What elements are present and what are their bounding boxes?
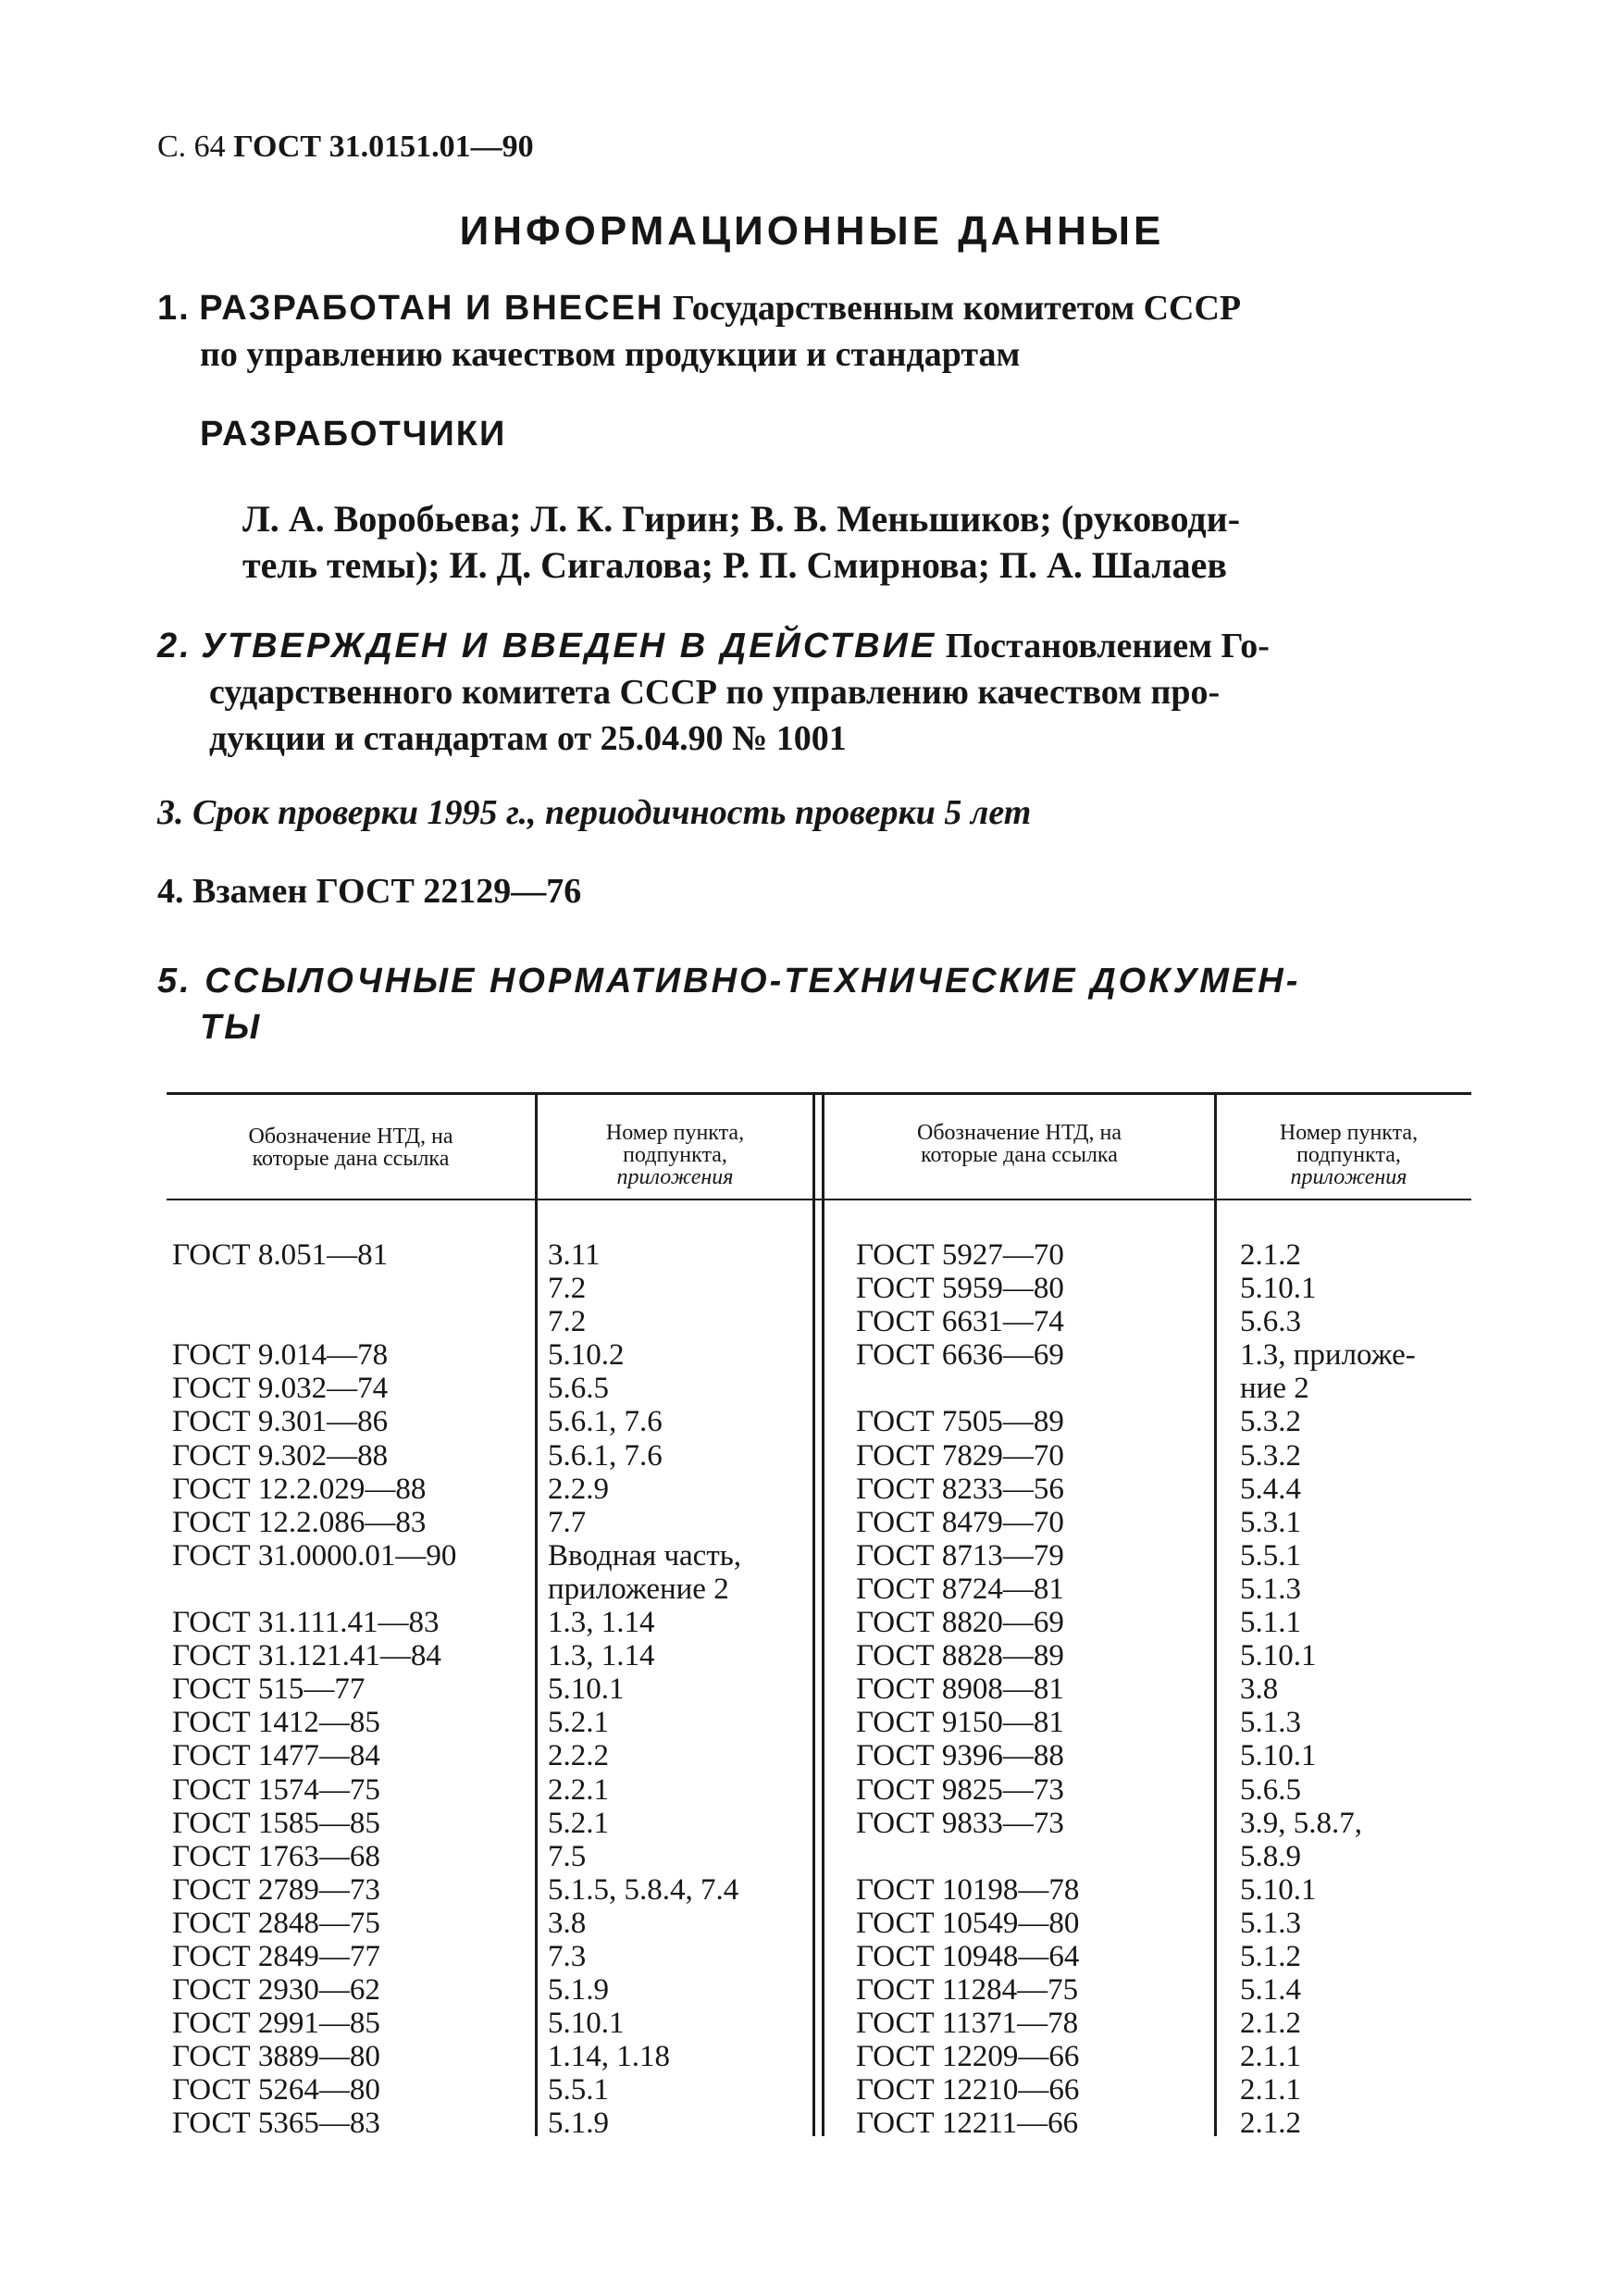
ref-item-cell: 3.11 (548, 1238, 601, 1272)
ref-item-cell: 5.3.1 (1240, 1505, 1301, 1539)
ref-doc-cell: ГОСТ 8828—89 (856, 1639, 1064, 1673)
ref-item-cell: 1.3, приложе- (1240, 1338, 1416, 1373)
ref-item-cell: 5.6.5 (1240, 1772, 1301, 1807)
ref-item-cell: 5.1.9 (548, 2107, 609, 2141)
ref-doc-cell: ГОСТ 5264—80 (172, 2073, 380, 2107)
ref-item-cell: 7.7 (548, 1505, 587, 1539)
table-divider-2b (822, 1095, 824, 2136)
ref-doc-cell: ГОСТ 8908—81 (856, 1672, 1064, 1707)
ref-item-cell: 5.6.1, 7.6 (548, 1438, 663, 1473)
item-2-text-cont-1: сударственного комитета СССР по управлению качеством про- (209, 673, 1221, 712)
ref-item-cell: 5.8.9 (1240, 1839, 1301, 1873)
item-2-lead: УТВЕРЖДЕН И ВВЕДЕН В ДЕЙСТВИЕ (201, 627, 937, 665)
ref-doc-cell: ГОСТ 8724—81 (856, 1572, 1064, 1606)
ref-doc-cell: ГОСТ 5959—80 (856, 1272, 1064, 1306)
ref-item-cell: 7.3 (548, 1939, 587, 1973)
ref-item-cell: 5.1.2 (1240, 1939, 1301, 1973)
ref-item-cell: 2.1.1 (1240, 2040, 1301, 2074)
ref-item-cell: 5.1.3 (1240, 1706, 1301, 1740)
developers-list (242, 496, 1240, 589)
header-doc-right: Обозначение НТД, на которые дана ссылка (917, 1121, 1122, 1167)
ref-doc-cell: ГОСТ 11284—75 (856, 1973, 1079, 2008)
ref-doc-cell: ГОСТ 9.301—86 (172, 1405, 389, 1439)
ref-item-cell: 5.2.1 (548, 1806, 609, 1840)
ref-doc-cell: ГОСТ 12211—66 (856, 2107, 1079, 2141)
ref-doc-cell: ГОСТ 2991—85 (172, 2007, 380, 2041)
developers-line-2: тель темы); И. Д. Сигалова; Р. П. Смирнова; П. А. Шалаев (242, 544, 1227, 586)
ref-doc-cell: ГОСТ 31.0000.01—90 (172, 1538, 457, 1573)
ref-item-cell: 1.3, 1.14 (548, 1606, 655, 1640)
page-number: С. 64 (157, 130, 226, 164)
ref-doc-cell: ГОСТ 10198—78 (856, 1872, 1080, 1907)
item-1 (157, 285, 1241, 378)
ref-doc-cell: ГОСТ 8479—70 (856, 1505, 1064, 1539)
ref-item-cell: 5.1.9 (548, 1973, 609, 2008)
ref-doc-cell (172, 1573, 456, 1606)
ref-doc-cell: ГОСТ 9825—73 (856, 1772, 1064, 1807)
table-header-rule (167, 1199, 1471, 1200)
ref-doc-cell: ГОСТ 5927—70 (856, 1238, 1064, 1272)
left-doc-column (172, 1238, 456, 2141)
ref-doc-cell: ГОСТ 6631—74 (856, 1305, 1064, 1339)
ref-item-cell: 1.14, 1.18 (548, 2040, 670, 2074)
left-item-column (548, 1238, 741, 2141)
ref-doc-cell (172, 1272, 456, 1305)
item-4: 4. Взамен ГОСТ 22129—76 (157, 872, 582, 911)
ref-doc-cell: ГОСТ 5365—83 (172, 2107, 380, 2141)
item-1-number: 1. (157, 289, 191, 328)
ref-item-cell: 5.1.5, 5.8.4, 7.4 (548, 1872, 739, 1907)
ref-item-cell: 2.1.1 (1240, 2073, 1301, 2107)
ref-item-cell: 5.6.3 (1240, 1305, 1301, 1339)
table-divider-3 (1214, 1095, 1217, 2136)
ref-item-cell: 2.1.2 (1240, 2107, 1301, 2141)
ref-item-cell: 3.8 (1240, 1672, 1279, 1707)
ref-doc-cell: ГОСТ 1574—75 (172, 1772, 380, 1807)
ref-item-cell: 7.2 (548, 1305, 587, 1339)
ref-doc-cell: ГОСТ 3889—80 (172, 2040, 380, 2074)
ref-item-cell: 5.10.2 (548, 1338, 625, 1373)
ref-doc-cell: ГОСТ 1585—85 (172, 1806, 380, 1840)
item-1-text-cont: по управлению качеством продукции и стандартам (200, 335, 1021, 374)
ref-item-cell: 5.5.1 (1240, 1538, 1301, 1573)
developers-heading: РАЗРАБОТЧИКИ (200, 415, 507, 454)
ref-doc-cell: ГОСТ 8713—79 (856, 1538, 1064, 1573)
ref-doc-cell: ГОСТ 2849—77 (172, 1939, 380, 1973)
ref-doc-cell: ГОСТ 2848—75 (172, 1906, 380, 1940)
item-2-text-cont-2: дукции и стандартам от 25.04.90 № 1001 (209, 719, 847, 758)
ref-doc-cell: ГОСТ 12210—66 (856, 2073, 1080, 2107)
ref-doc-cell: ГОСТ 8.051—81 (172, 1238, 389, 1272)
ref-item-cell: 5.1.4 (1240, 1973, 1301, 2008)
item-5-line-1: 5. ССЫЛОЧНЫЕ НОРМАТИВНО-ТЕХНИЧЕСКИЕ ДОКУМЕН- (157, 962, 1301, 1001)
ref-item-cell: 5.3.2 (1240, 1405, 1301, 1439)
ref-doc-cell: ГОСТ 1477—84 (172, 1739, 380, 1773)
page-header (157, 130, 534, 165)
ref-item-cell: 5.1.3 (1240, 1572, 1301, 1606)
ref-item-cell: 5.4.4 (1240, 1472, 1301, 1506)
ref-doc-cell: ГОСТ 6636—69 (856, 1338, 1064, 1373)
ref-doc-cell: ГОСТ 10549—80 (856, 1906, 1080, 1940)
ref-item-cell: 2.2.1 (548, 1772, 609, 1807)
ref-doc-cell: ГОСТ 9833—73 (856, 1806, 1064, 1840)
right-doc-column (856, 1238, 1079, 2141)
ref-item-cell: 5.10.1 (548, 1672, 625, 1707)
ref-doc-cell: ГОСТ 7829—70 (856, 1438, 1064, 1473)
developers-line-1: Л. А. Воробьева; Л. К. Гирин; В. В. Меньшиков; (руководи- (242, 498, 1241, 540)
page-title: ИНФОРМАЦИОННЫЕ ДАННЫЕ (459, 208, 1165, 254)
ref-doc-cell: ГОСТ 1412—85 (172, 1706, 380, 1740)
ref-doc-cell: ГОСТ 2930—62 (172, 1973, 380, 2008)
ref-doc-cell: ГОСТ 1763—68 (172, 1839, 380, 1873)
item-2-text: Постановлением Го- (936, 627, 1270, 665)
ref-doc-cell: ГОСТ 515—77 (172, 1672, 366, 1707)
ref-item-cell: 5.6.5 (548, 1372, 609, 1406)
item-2-number: 2. (157, 627, 192, 665)
ref-doc-cell: ГОСТ 8233—56 (856, 1472, 1064, 1506)
ref-item-cell: 5.3.2 (1240, 1438, 1301, 1473)
ref-item-cell: 2.2.9 (548, 1472, 609, 1506)
ref-doc-cell: ГОСТ 9396—88 (856, 1739, 1064, 1773)
ref-item-cell: 5.2.1 (548, 1706, 609, 1740)
ref-item-cell: 5.1.3 (1240, 1906, 1301, 1940)
standard-number: ГОСТ 31.0151.01—90 (233, 130, 534, 164)
ref-doc-cell: ГОСТ 9.014—78 (172, 1338, 389, 1373)
ref-item-cell: 5.5.1 (548, 2073, 609, 2107)
right-item-column (1240, 1238, 1416, 2141)
ref-item-cell: 5.10.1 (1240, 1272, 1317, 1306)
ref-doc-cell: ГОСТ 12209—66 (856, 2040, 1080, 2074)
ref-item-cell: 7.2 (548, 1272, 587, 1306)
ref-doc-cell: ГОСТ 2789—73 (172, 1872, 380, 1907)
ref-item-cell: Вводная часть, (548, 1538, 742, 1573)
item-3: 3. Срок проверки 1995 г., периодичность проверки 5 лет (157, 793, 1032, 832)
ref-doc-cell: ГОСТ 9.302—88 (172, 1438, 389, 1473)
ref-doc-cell (856, 1840, 1079, 1873)
ref-doc-cell: ГОСТ 7505—89 (856, 1405, 1064, 1439)
item-2 (157, 623, 1270, 762)
ref-item-cell: 5.10.1 (1240, 1639, 1317, 1673)
ref-doc-cell: ГОСТ 8820—69 (856, 1606, 1064, 1640)
ref-doc-cell: ГОСТ 10948—64 (856, 1939, 1080, 1973)
ref-item-cell: ние 2 (1240, 1372, 1309, 1406)
ref-item-cell: 5.10.1 (1240, 1872, 1317, 1907)
item-1-text: Государственным комитетом СССР (663, 289, 1242, 328)
header-item-left: Номер пункта, подпункта, приложения (605, 1121, 745, 1189)
ref-doc-cell: ГОСТ 12.2.029—88 (172, 1472, 427, 1506)
item-5 (157, 958, 1300, 1050)
ref-item-cell: 3.8 (548, 1906, 587, 1940)
table-top-rule (167, 1092, 1471, 1095)
ref-doc-cell: ГОСТ 9.032—74 (172, 1372, 389, 1406)
item-1-lead: РАЗРАБОТАН И ВНЕСЕН (199, 289, 664, 328)
ref-doc-cell: ГОСТ 9150—81 (856, 1706, 1064, 1740)
ref-doc-cell: ГОСТ 12.2.086—83 (172, 1505, 427, 1539)
ref-item-cell: 1.3, 1.14 (548, 1639, 655, 1673)
header-item-right: Номер пункта, подпункта, приложения (1279, 1121, 1419, 1189)
ref-item-cell: 5.10.1 (1240, 1739, 1317, 1773)
ref-item-cell: 7.5 (548, 1839, 587, 1873)
ref-item-cell: приложение 2 (548, 1572, 729, 1606)
ref-item-cell: 2.1.2 (1240, 2007, 1301, 2041)
ref-doc-cell: ГОСТ 31.111.41—83 (172, 1606, 440, 1640)
ref-item-cell: 5.6.1, 7.6 (548, 1405, 663, 1439)
table-divider-2a (812, 1095, 815, 2136)
item-5-line-2: ТЫ (200, 1008, 263, 1047)
ref-item-cell: 3.9, 5.8.7, (1240, 1806, 1362, 1840)
ref-item-cell: 2.2.2 (548, 1739, 609, 1773)
ref-item-cell: 5.10.1 (548, 2007, 625, 2041)
ref-doc-cell (172, 1305, 456, 1338)
ref-doc-cell: ГОСТ 11371—78 (856, 2007, 1079, 2041)
table-divider-1 (535, 1095, 538, 2136)
header-doc-left: Обозначение НТД, на которые дана ссылка (248, 1125, 453, 1171)
ref-doc-cell: ГОСТ 31.121.41—84 (172, 1639, 441, 1673)
ref-item-cell: 5.1.1 (1240, 1606, 1301, 1640)
ref-doc-cell (856, 1372, 1079, 1405)
ref-item-cell: 2.1.2 (1240, 1238, 1301, 1272)
